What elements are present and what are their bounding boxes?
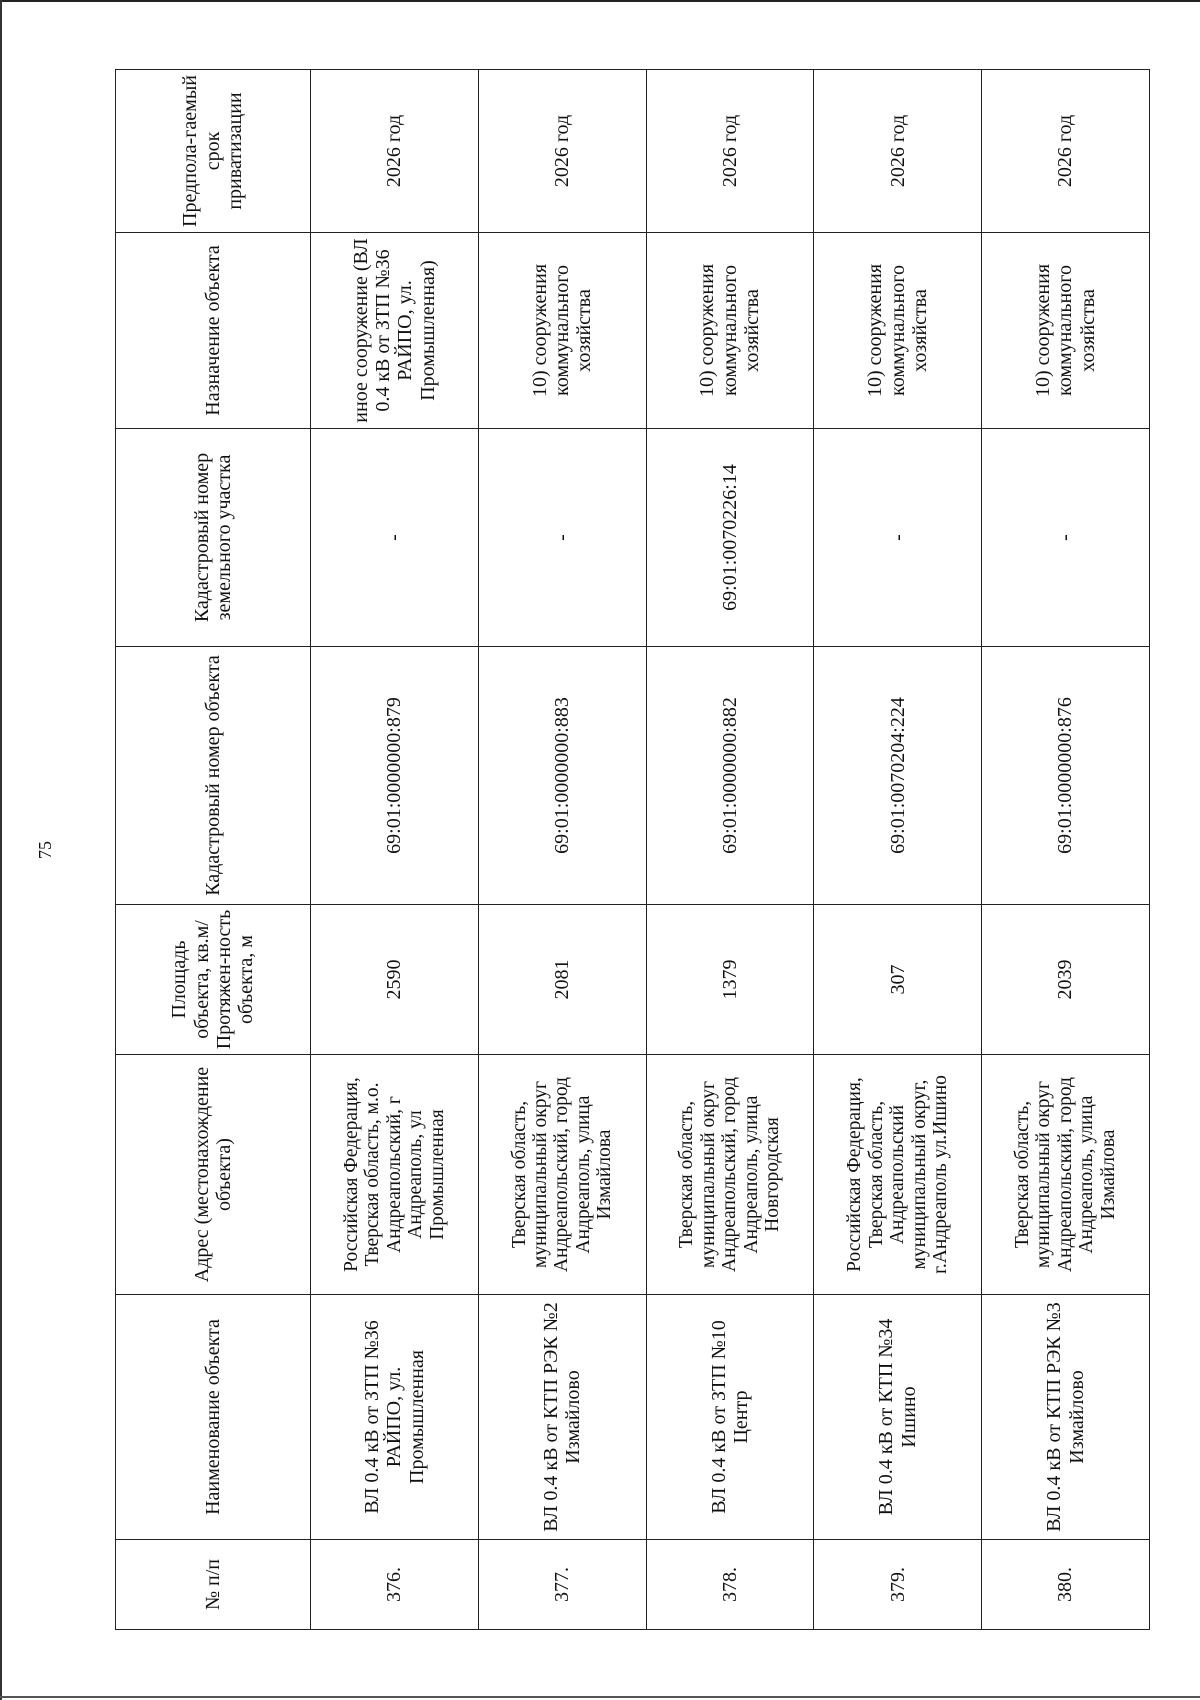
object-area: 2039	[982, 905, 1150, 1055]
cadastral-object: 69:01:0000000:879	[311, 647, 479, 905]
cadastral-object: 69:01:0000000:882	[646, 647, 814, 905]
header-cell: Назначение объекта	[116, 233, 311, 429]
header-cell: Площадь объекта, кв.м/ Протяжен-ность объекта, м	[116, 905, 311, 1055]
cadastral-object: 69:01:0070204:224	[814, 647, 982, 905]
object-name: ВЛ 0.4 кВ от ЗТП №10 Центр	[646, 1295, 814, 1540]
header-cell: Предпола-гаемый срок приватизации	[116, 70, 311, 233]
cadastral-land: -	[814, 429, 982, 647]
privatization-term: 2026 год	[646, 70, 814, 233]
object-area: 307	[814, 905, 982, 1055]
privatization-term: 2026 год	[478, 70, 646, 233]
scan-edge-top	[0, 0, 1200, 2]
header-cell: Кадастровый номер земельного участка	[116, 429, 311, 647]
row-number: 377.	[478, 1540, 646, 1630]
cadastral-land: -	[982, 429, 1150, 647]
scan-edge-left	[0, 0, 2, 1700]
row-number: 378.	[646, 1540, 814, 1630]
object-name: ВЛ 0.4 кВ от КТП РЭК №3 Измайлово	[982, 1295, 1150, 1540]
privatization-term: 2026 год	[982, 70, 1150, 233]
table-row	[814, 70, 982, 1630]
privatization-table	[115, 69, 1150, 1630]
table-header-row	[116, 70, 311, 1630]
cadastral-object: 69:01:0000000:883	[478, 647, 646, 905]
header-cell: Адрес (местонахождение объекта)	[116, 1055, 311, 1295]
object-area: 2081	[478, 905, 646, 1055]
object-purpose: 10) сооружения коммунального хозяйства	[646, 233, 814, 429]
object-name: ВЛ 0.4 кВ от ЗТП №36 РАЙПО, ул. Промышленная	[311, 1295, 479, 1540]
object-address: Российская Федерация, Тверская область, Андреапольский муниципальный округ, г.Андреаполь ул.Ишино	[814, 1055, 982, 1295]
privatization-term: 2026 год	[311, 70, 479, 233]
object-area: 2590	[311, 905, 479, 1055]
table-row	[982, 70, 1150, 1630]
object-name: ВЛ 0.4 кВ от КТП №34 Ишино	[814, 1295, 982, 1540]
row-number: 376.	[311, 1540, 479, 1630]
row-number: 379.	[814, 1540, 982, 1630]
object-address: Тверская область, муниципальный округ Андреапольский, город Андреаполь, улица Измайлова	[478, 1055, 646, 1295]
rotated-table-wrapper	[115, 70, 1150, 1630]
header-cell: Кадастровый номер объекта	[116, 647, 311, 905]
object-address: Тверская область, муниципальный округ Андреапольский, город Андреаполь, улица Новгородская	[646, 1055, 814, 1295]
table-row	[478, 70, 646, 1630]
object-name: ВЛ 0.4 кВ от КТП РЭК №2 Измайлово	[478, 1295, 646, 1540]
cadastral-land: -	[311, 429, 479, 647]
page-number: 75	[35, 841, 55, 859]
object-address: Тверская область, муниципальный округ Андреапольский, город Андреаполь, улица Измайлова	[982, 1055, 1150, 1295]
header-cell: № п/п	[116, 1540, 311, 1630]
object-area: 1379	[646, 905, 814, 1055]
object-address: Российская Федерация, Тверская область, м.о. Андреапольский, г Андреаполь, ул Промышленная	[311, 1055, 479, 1295]
object-purpose: 10) сооружения коммунального хозяйства	[982, 233, 1150, 429]
cadastral-object: 69:01:0000000:876	[982, 647, 1150, 905]
row-number: 380.	[982, 1540, 1150, 1630]
privatization-term: 2026 год	[814, 70, 982, 233]
object-purpose: иное сооружение (ВЛ 0.4 кВ от ЗТП №36 РАЙПО, ул. Промышленная)	[311, 233, 479, 429]
header-cell: Наименование объекта	[116, 1295, 311, 1540]
table-row	[646, 70, 814, 1630]
scan-edge-bottom	[0, 1696, 1200, 1698]
cadastral-land: 69:01:0070226:14	[646, 429, 814, 647]
table-row	[311, 70, 479, 1630]
object-purpose: 10) сооружения коммунального хозяйства	[478, 233, 646, 429]
cadastral-land: -	[478, 429, 646, 647]
object-purpose: 10) сооружения коммунального хозяйства	[814, 233, 982, 429]
